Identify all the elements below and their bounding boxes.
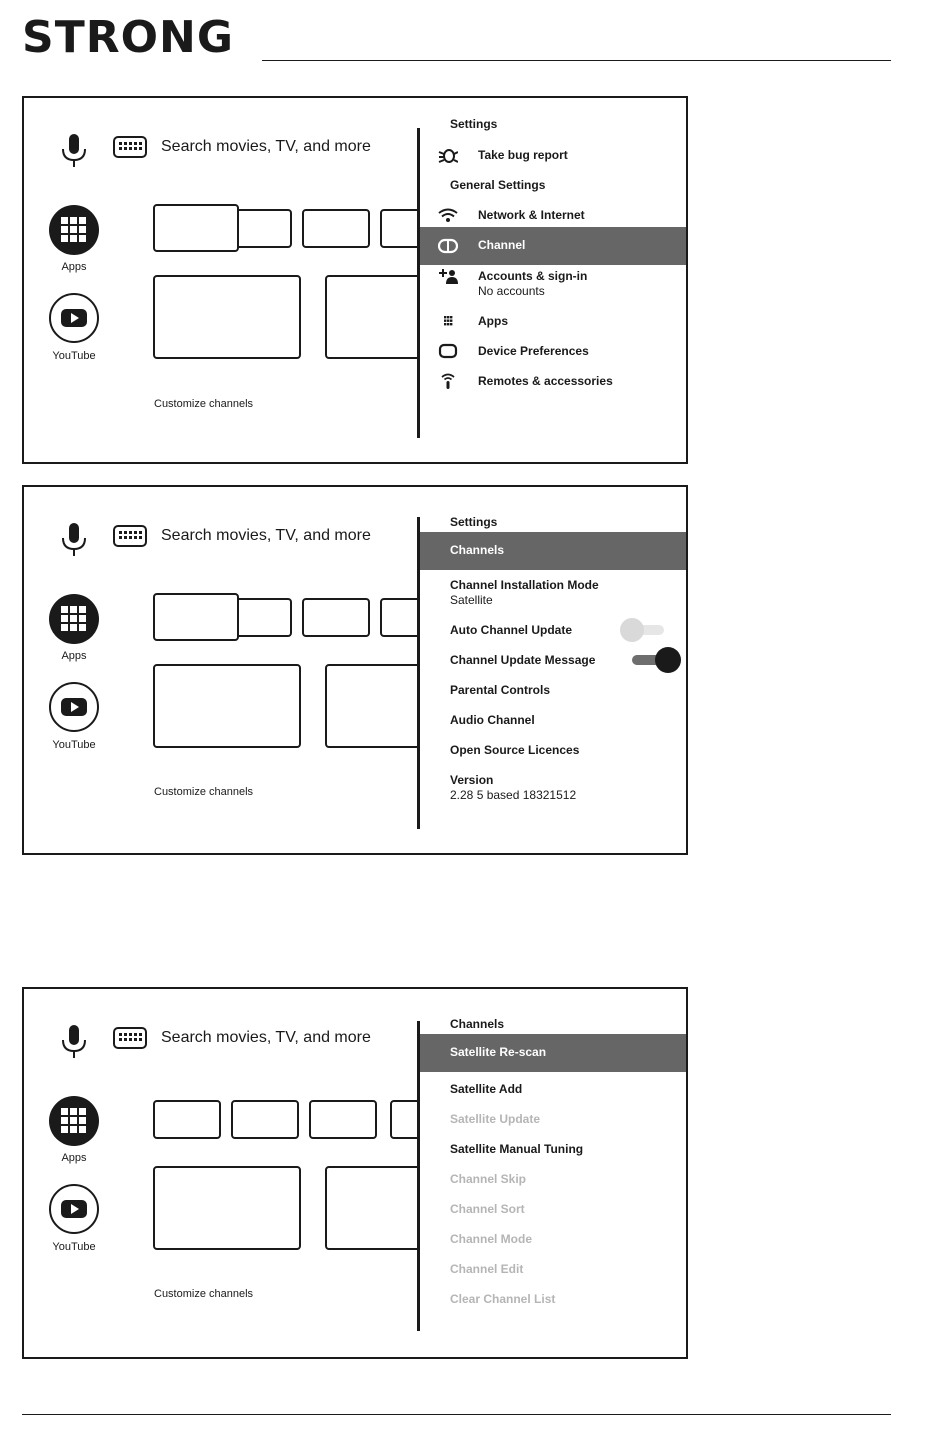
menu-item-label: Satellite Manual Tuning — [450, 1142, 584, 1156]
apps-icon[interactable] — [48, 204, 100, 256]
menu-item-label: Version — [450, 773, 494, 787]
open-source-licences-item[interactable] — [420, 735, 686, 765]
channel-tile-focused[interactable] — [153, 204, 239, 252]
add-account-icon — [438, 268, 458, 284]
device-preferences-item[interactable] — [420, 336, 686, 366]
channels-item-selected[interactable] — [420, 532, 686, 570]
channel-tile[interactable] — [153, 1100, 221, 1139]
channel-tile-focused[interactable] — [153, 593, 239, 641]
wifi-icon — [438, 207, 458, 223]
menu-item-label: Take bug report — [478, 148, 568, 162]
channel-item-selected[interactable] — [420, 227, 686, 265]
keyboard-icon[interactable] — [113, 525, 147, 547]
apps-grid-icon — [438, 313, 458, 329]
accounts-signin-item[interactable] — [420, 261, 686, 299]
apps-icon[interactable] — [48, 1095, 100, 1147]
search-box[interactable]: Search movies, TV, and more — [161, 138, 371, 155]
microphone-icon[interactable] — [60, 134, 88, 168]
settings-menu — [420, 98, 686, 462]
channel-installation-mode-item[interactable] — [420, 570, 686, 608]
menu-title: Channels — [450, 1017, 505, 1031]
menu-item-label: Satellite Re-scan — [450, 1045, 547, 1059]
menu-item-label: Apps — [478, 314, 508, 328]
strong-logo: STRONG — [22, 12, 234, 63]
channel-skip-item-disabled — [420, 1164, 686, 1194]
apps-icon[interactable] — [48, 593, 100, 645]
menu-item-label: Channel Skip — [450, 1172, 527, 1186]
menu-item-label: Channel Mode — [450, 1232, 533, 1246]
customize-channels-link[interactable]: Customize channels — [154, 786, 254, 798]
program-tile[interactable] — [153, 275, 301, 359]
menu-item-label: Satellite Update — [450, 1112, 541, 1126]
network-internet-item[interactable] — [420, 200, 686, 230]
search-box[interactable]: Search movies, TV, and more — [161, 527, 371, 544]
channel-tile[interactable] — [309, 1100, 377, 1139]
header-rule — [262, 60, 891, 61]
channels-menu — [420, 989, 686, 1357]
youtube-label: YouTube — [52, 1241, 96, 1253]
auto-update-toggle-off[interactable] — [618, 616, 668, 644]
customize-channels-link[interactable]: Customize channels — [154, 1288, 254, 1300]
youtube-icon[interactable] — [48, 292, 100, 344]
remote-icon — [438, 373, 458, 389]
apps-label: Apps — [61, 1152, 87, 1164]
channel-edit-item-disabled — [420, 1254, 686, 1284]
parental-controls-item[interactable] — [420, 675, 686, 705]
channel-tile[interactable] — [235, 598, 292, 637]
channel-icon — [438, 238, 458, 254]
auto-channel-update-item[interactable] — [420, 615, 686, 645]
update-message-toggle-on[interactable] — [632, 646, 682, 674]
customize-channels-link[interactable]: Customize channels — [154, 398, 254, 410]
satellite-rescan-item-selected[interactable] — [420, 1034, 686, 1072]
bug-icon — [438, 147, 458, 163]
menu-item-subtitle: Satellite — [450, 593, 493, 607]
microphone-icon[interactable] — [60, 523, 88, 557]
clear-channel-list-item-disabled — [420, 1284, 686, 1314]
version-item[interactable] — [420, 765, 686, 803]
apps-item[interactable] — [420, 306, 686, 336]
screen-channels-menu — [22, 987, 688, 1359]
menu-item-label: Auto Channel Update — [450, 623, 572, 637]
screen-channel-settings — [22, 485, 688, 855]
program-tile[interactable] — [153, 1166, 301, 1250]
menu-title: Settings — [450, 515, 498, 529]
apps-label: Apps — [61, 261, 87, 273]
satellite-add-item[interactable] — [420, 1074, 686, 1104]
keyboard-icon[interactable] — [113, 136, 147, 158]
youtube-label: YouTube — [52, 739, 96, 751]
keyboard-icon[interactable] — [113, 1027, 147, 1049]
channel-tile[interactable] — [235, 209, 292, 248]
menu-item-label: Channel Update Message — [450, 653, 596, 667]
take-bug-report-item[interactable] — [420, 140, 686, 170]
channel-sort-item-disabled — [420, 1194, 686, 1224]
menu-item-label: Channels — [450, 543, 505, 557]
footer-rule — [22, 1414, 891, 1415]
remotes-accessories-item[interactable] — [420, 366, 686, 396]
screen-settings-main — [22, 96, 688, 464]
version-value: 2.28 5 based 18321512 — [450, 788, 577, 802]
youtube-icon[interactable] — [48, 1183, 100, 1235]
menu-item-label: Parental Controls — [450, 683, 551, 697]
menu-item-label: Satellite Add — [450, 1082, 523, 1096]
channel-tile[interactable] — [302, 598, 370, 637]
menu-item-label: Channel — [478, 238, 526, 252]
satellite-manual-tuning-item[interactable] — [420, 1134, 686, 1164]
youtube-icon[interactable] — [48, 681, 100, 733]
menu-item-label: Channel Installation Mode — [450, 578, 599, 592]
channel-update-message-item[interactable] — [420, 645, 686, 675]
channel-tile[interactable] — [302, 209, 370, 248]
satellite-update-item-disabled — [420, 1104, 686, 1134]
section-header: General Settings — [450, 178, 546, 192]
tv-icon — [438, 343, 458, 359]
menu-item-label: Remotes & accessories — [478, 374, 613, 388]
menu-item-label: Accounts & sign-in — [478, 269, 588, 283]
channel-mode-item-disabled — [420, 1224, 686, 1254]
search-box[interactable]: Search movies, TV, and more — [161, 1029, 371, 1046]
menu-item-label: Audio Channel — [450, 713, 535, 727]
menu-item-label: Device Preferences — [478, 344, 589, 358]
channel-tile[interactable] — [231, 1100, 299, 1139]
program-tile[interactable] — [153, 664, 301, 748]
menu-item-label: Channel Edit — [450, 1262, 524, 1276]
microphone-icon[interactable] — [60, 1025, 88, 1059]
menu-item-label: Clear Channel List — [450, 1292, 556, 1306]
menu-item-label: Open Source Licences — [450, 743, 580, 757]
youtube-label: YouTube — [52, 350, 96, 362]
menu-item-subtitle: No accounts — [478, 284, 545, 298]
menu-item-label: Network & Internet — [478, 208, 585, 222]
apps-label: Apps — [61, 650, 87, 662]
menu-item-label: Channel Sort — [450, 1202, 525, 1216]
menu-title: Settings — [450, 117, 498, 131]
channel-settings-menu — [420, 487, 686, 853]
audio-channel-item[interactable] — [420, 705, 686, 735]
